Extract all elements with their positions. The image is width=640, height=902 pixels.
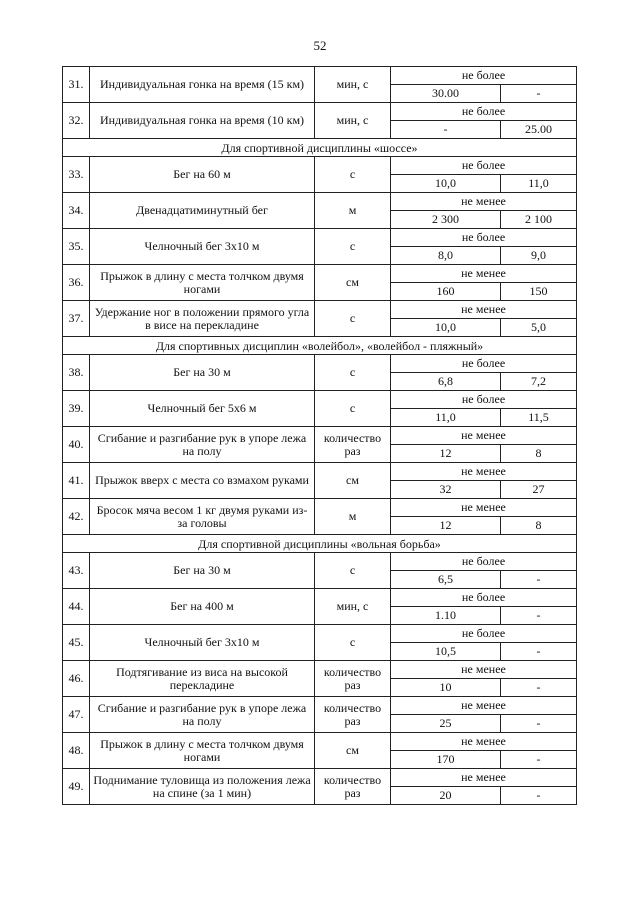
criterion: не менее: [391, 661, 577, 679]
table-row: [63, 193, 577, 211]
criterion: не менее: [391, 733, 577, 751]
test-name: Сгибание и разгибание рук в упоре лежа на полу: [90, 427, 315, 463]
unit: см: [315, 733, 391, 769]
value-girls: -: [501, 787, 577, 805]
table-row: [63, 265, 577, 283]
criterion: не менее: [391, 193, 577, 211]
value-girls: 5,0: [501, 319, 577, 337]
criterion: не менее: [391, 427, 577, 445]
unit: количество раз: [315, 427, 391, 463]
unit: с: [315, 301, 391, 337]
item-number: 38.: [63, 355, 90, 391]
standards-table-body: [63, 67, 577, 805]
item-number: 42.: [63, 499, 90, 535]
criterion: не более: [391, 625, 577, 643]
unit: с: [315, 355, 391, 391]
table-row: [63, 463, 577, 481]
value-girls: -: [501, 751, 577, 769]
item-number: 45.: [63, 625, 90, 661]
value-girls: 8: [501, 517, 577, 535]
test-name: Бег на 60 м: [90, 157, 315, 193]
value-boys: 6,5: [391, 571, 501, 589]
table-row: [63, 427, 577, 445]
table-row: [63, 103, 577, 121]
test-name: Челночный бег 3x10 м: [90, 229, 315, 265]
value-girls: 9,0: [501, 247, 577, 265]
test-name: Удержание ног в положении прямого угла в висе на перекладине: [90, 301, 315, 337]
value-girls: -: [501, 571, 577, 589]
value-boys: 170: [391, 751, 501, 769]
value-boys: 30.00: [391, 85, 501, 103]
value-boys: 10,0: [391, 319, 501, 337]
value-boys: 12: [391, 445, 501, 463]
test-name: Двенадцатиминутный бег: [90, 193, 315, 229]
value-boys: 10,0: [391, 175, 501, 193]
table-row: [63, 391, 577, 409]
value-girls: 11,5: [501, 409, 577, 427]
unit: м: [315, 193, 391, 229]
value-girls: 150: [501, 283, 577, 301]
criterion: не более: [391, 355, 577, 373]
table-row: [63, 553, 577, 571]
value-girls: 25.00: [501, 121, 577, 139]
item-number: 43.: [63, 553, 90, 589]
item-number: 32.: [63, 103, 90, 139]
test-name: Прыжок в длину с места толчком двумя ногами: [90, 733, 315, 769]
table-row: [63, 733, 577, 751]
unit: мин, с: [315, 589, 391, 625]
unit: количество раз: [315, 697, 391, 733]
test-name: Челночный бег 5x6 м: [90, 391, 315, 427]
criterion: не более: [391, 67, 577, 85]
test-name: Подтягивание из виса на высокой перекладине: [90, 661, 315, 697]
unit: с: [315, 157, 391, 193]
value-boys: 8,0: [391, 247, 501, 265]
unit: см: [315, 265, 391, 301]
table-row: [63, 499, 577, 517]
unit: с: [315, 625, 391, 661]
test-name: Челночный бег 3x10 м: [90, 625, 315, 661]
value-boys: 6,8: [391, 373, 501, 391]
criterion: не более: [391, 103, 577, 121]
item-number: 41.: [63, 463, 90, 499]
section-title: Для спортивной дисциплины «вольная борьба»: [63, 535, 577, 553]
section-header-row: [63, 139, 577, 157]
item-number: 48.: [63, 733, 90, 769]
item-number: 35.: [63, 229, 90, 265]
section-header-row: [63, 535, 577, 553]
standards-table: [62, 66, 577, 805]
item-number: 31.: [63, 67, 90, 103]
value-boys: 10,5: [391, 643, 501, 661]
test-name: Индивидуальная гонка на время (10 км): [90, 103, 315, 139]
criterion: не менее: [391, 499, 577, 517]
item-number: 37.: [63, 301, 90, 337]
table-row: [63, 589, 577, 607]
value-girls: -: [501, 715, 577, 733]
item-number: 34.: [63, 193, 90, 229]
test-name: Бег на 400 м: [90, 589, 315, 625]
table-row: [63, 301, 577, 319]
test-name: Индивидуальная гонка на время (15 км): [90, 67, 315, 103]
unit: с: [315, 553, 391, 589]
value-girls: -: [501, 85, 577, 103]
value-girls: 2 100: [501, 211, 577, 229]
criterion: не более: [391, 157, 577, 175]
unit: м: [315, 499, 391, 535]
test-name: Бег на 30 м: [90, 553, 315, 589]
item-number: 39.: [63, 391, 90, 427]
value-boys: 11,0: [391, 409, 501, 427]
value-boys: 20: [391, 787, 501, 805]
unit: см: [315, 463, 391, 499]
table-row: [63, 67, 577, 85]
item-number: 44.: [63, 589, 90, 625]
value-girls: 11,0: [501, 175, 577, 193]
table-row: [63, 355, 577, 373]
criterion: не менее: [391, 463, 577, 481]
value-girls: -: [501, 643, 577, 661]
table-row: [63, 769, 577, 787]
section-header-row: [63, 337, 577, 355]
criterion: не более: [391, 553, 577, 571]
unit: с: [315, 391, 391, 427]
unit: с: [315, 229, 391, 265]
value-boys: 32: [391, 481, 501, 499]
value-girls: 8: [501, 445, 577, 463]
value-boys: 2 300: [391, 211, 501, 229]
criterion: не более: [391, 391, 577, 409]
unit: количество раз: [315, 661, 391, 697]
section-title: Для спортивных дисциплин «волейбол», «волейбол - пляжный»: [63, 337, 577, 355]
value-boys: 10: [391, 679, 501, 697]
criterion: не более: [391, 229, 577, 247]
criterion: не более: [391, 589, 577, 607]
value-girls: -: [501, 607, 577, 625]
unit: количество раз: [315, 769, 391, 805]
value-boys: 1.10: [391, 607, 501, 625]
test-name: Бег на 30 м: [90, 355, 315, 391]
item-number: 49.: [63, 769, 90, 805]
value-boys: 25: [391, 715, 501, 733]
table-row: [63, 157, 577, 175]
page-number: 52: [313, 38, 327, 53]
criterion: не менее: [391, 301, 577, 319]
test-name: Бросок мяча весом 1 кг двумя руками из-за головы: [90, 499, 315, 535]
item-number: 40.: [63, 427, 90, 463]
criterion: не менее: [391, 265, 577, 283]
value-boys: 12: [391, 517, 501, 535]
unit: мин, с: [315, 103, 391, 139]
value-boys: -: [391, 121, 501, 139]
value-boys: 160: [391, 283, 501, 301]
value-girls: 27: [501, 481, 577, 499]
item-number: 47.: [63, 697, 90, 733]
test-name: Сгибание и разгибание рук в упоре лежа на полу: [90, 697, 315, 733]
table-row: [63, 661, 577, 679]
value-girls: 7,2: [501, 373, 577, 391]
section-title: Для спортивной дисциплины «шоссе»: [63, 139, 577, 157]
criterion: не менее: [391, 697, 577, 715]
test-name: Поднимание туловища из положения лежа на спине (за 1 мин): [90, 769, 315, 805]
criterion: не менее: [391, 769, 577, 787]
table-row: [63, 625, 577, 643]
item-number: 33.: [63, 157, 90, 193]
test-name: Прыжок вверх с места со взмахом руками: [90, 463, 315, 499]
test-name: Прыжок в длину с места толчком двумя ногами: [90, 265, 315, 301]
table-row: [63, 229, 577, 247]
item-number: 46.: [63, 661, 90, 697]
value-girls: -: [501, 679, 577, 697]
item-number: 36.: [63, 265, 90, 301]
table-row: [63, 697, 577, 715]
unit: мин, с: [315, 67, 391, 103]
